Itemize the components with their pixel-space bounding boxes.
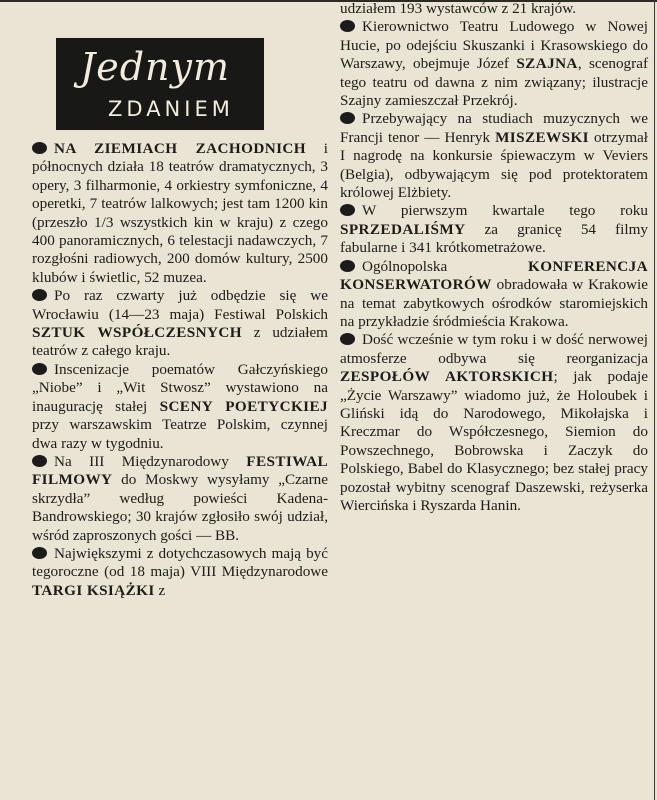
news-item-konferencja-konserwatorow — [340, 258, 648, 332]
item-lead: Inscenizacje poematów Gałczyńskiego „Niobe” i „Wit Stwosz” wystawiono na inaugurację stałej — [32, 360, 328, 415]
bullet-icon — [32, 142, 47, 154]
item-text: i północnych działa 18 teatrów dramatycznych, 3 opery, 3 filharmonie, 4 orkiestry symfoniczne, 4 operetki, 7 teatrów lalkowych; jest tam 1200 kin (przeszło 1/3 wszystkich kin w kraju) z czego 400 panoramicznych, 6 telestacji nadawczych, 7 rozgłośni radiowych, 200 domów kultury, 2500 klubów i świetlic, 52 muzea. — [32, 140, 328, 286]
item-lead: Na III Międzynarodowy — [54, 452, 247, 470]
bullet-icon — [340, 333, 355, 345]
item-keyword: SZTUK WSPÓŁCZESNYCH — [32, 324, 242, 342]
item-text: za granicę 54 filmy fabularne i 341 krótkometrażowe. — [340, 220, 648, 257]
left-column — [32, 0, 328, 600]
item-text: , scenograf tego teatru od dawna z nim związany; ilustracje Szajny zamieszczał Przekrój. — [340, 55, 648, 110]
item-text: do Moskwy wysyłamy „Czarne skrzydła” według powieści Kadena-Bandrowskiego; 30 krajów zgłosiło swój udział, wśród zaproszonych gości — BB. — [32, 471, 328, 544]
item-keyword: NA ZIEMIACH ZACHODNICH — [54, 140, 306, 157]
item-keyword: KONFERENCJA KONSERWATORÓW — [340, 257, 648, 294]
news-item-filmy-eksport — [340, 202, 648, 257]
item-keyword: TARGI KSIĄŻKI — [32, 581, 155, 599]
item-text: z udziałem teatrów z całego kraju. — [32, 324, 328, 360]
news-item-szajna — [340, 18, 648, 110]
item-lead: Po raz czwarty już odbędzie się we Wrocławiu (14—23 maja) Festiwal Polskich — [32, 287, 328, 323]
right-rule — [654, 0, 655, 800]
item-lead: Dość wcześnie w tym roku i w dość nerwowej atmosferze odbywa się reorganizacja — [340, 331, 648, 367]
bullet-icon — [32, 289, 47, 301]
news-item-targi-continuation — [340, 0, 648, 18]
item-keyword: SPRZEDALIŚMY — [340, 220, 466, 238]
item-text: ; jak podaje „Życie Warszawy” wiadomo już, że Holoubek i Gliński idą do Narodowego, Mikołajska i Kreczmar do Współczesnego, Siemion do Powszechnego, Bobrowska i Zaczyk do Polskiego, Babel do Klasycznego; bez stałej pracy pozostał wybitny scenograf Daszewski, reżyserka Wiercińska i Ryszarda Hanin. — [340, 368, 648, 514]
bullet-icon — [340, 260, 355, 272]
bullet-icon — [340, 112, 355, 124]
item-lead: Kierownictwo Teatru Ludowego w Nowej Hucie, po odejściu Skuszanki i Krasowskiego do Warszawy, obejmuje Józef — [340, 18, 648, 73]
news-item-sztuki-wspolczesne — [32, 287, 328, 361]
bullet-icon — [340, 204, 355, 216]
news-item-ziemie-zachodnie — [32, 140, 328, 287]
item-text: przy warszawskim Teatrze Polskim, czynnej dwa razy w tygodniu. — [32, 416, 328, 452]
bullet-icon — [32, 547, 47, 559]
bullet-icon — [340, 20, 355, 32]
bullet-icon — [32, 455, 47, 467]
item-text: obradowała w Krakowie na temat zabytkowych ośrodków staromiejskich na przykładzie śródmieścia Krakowa. — [340, 276, 648, 330]
news-item-festiwal-filmowy — [32, 453, 328, 545]
item-lead: Przebywający na studiach muzycznych we Francji tenor — Henryk — [340, 110, 648, 146]
bullet-icon — [32, 363, 47, 375]
item-lead: Ogólnopolska — [362, 257, 528, 275]
item-text: udziałem 193 wystawców z 21 krajów. — [340, 0, 577, 17]
news-item-miszewski — [340, 110, 648, 202]
item-lead: W pierwszym kwartale tego roku — [362, 202, 648, 220]
headline-line-1: Jednym — [80, 45, 231, 89]
right-column — [340, 0, 648, 515]
item-lead: Największymi z dotychczasowych mają być tegoroczne (od 18 maja) VIII Międzynarodowe — [32, 544, 328, 581]
item-keyword: MISZEWSKI — [495, 128, 589, 146]
item-text: z — [154, 581, 166, 599]
headline-spacer — [32, 0, 328, 140]
item-keyword: SZAJNA — [516, 55, 578, 73]
item-keyword: ZESPOŁÓW AKTORSKICH — [340, 368, 554, 386]
news-item-zespoly-aktorskie — [340, 331, 648, 515]
item-text: otrzymał I nagrodę na konkursie śpiewaczym w Veviers (Belgia), odbywającym się pod protektoratem królowej Elżbiety. — [340, 128, 648, 202]
item-keyword: SCENY POETYCKIEJ — [159, 397, 328, 415]
headline-line-2: ZDANIEM — [108, 97, 234, 121]
news-item-targi-ksiazki — [32, 545, 328, 600]
news-item-scena-poetycka — [32, 361, 328, 453]
item-keyword: FESTIWAL FILMOWY — [32, 452, 328, 489]
